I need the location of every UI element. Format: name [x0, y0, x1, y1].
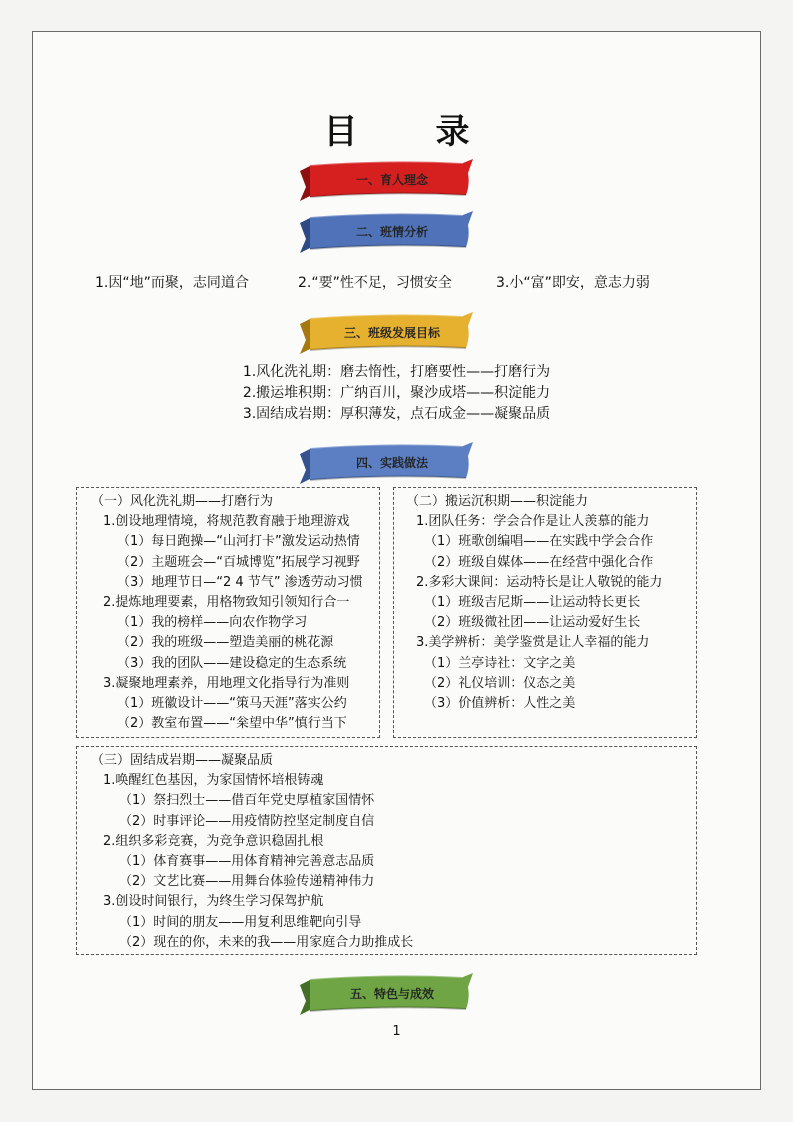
banner-label: 三、班级发展目标	[343, 325, 440, 340]
list-item[interactable]: （1）班级吉尼斯——让运动特长更长	[424, 595, 641, 611]
list-item[interactable]: （1）班歌创编唱——在实践中学会合作	[424, 534, 654, 550]
list-item[interactable]: （2）我的班级——塑造美丽的桃花源	[117, 635, 334, 651]
banner-class-analysis[interactable]	[298, 209, 478, 253]
banner-practice[interactable]	[298, 440, 478, 484]
list-item[interactable]: （1）祭扫烈士——借百年党史厚植家国情怀	[119, 793, 375, 809]
banner-development-goals[interactable]	[298, 310, 478, 354]
list-item[interactable]: （2）班级自媒体——在经营中强化合作	[424, 554, 654, 570]
list-item[interactable]: （1）时间的朋友——用复利思维靶向引导	[119, 914, 362, 930]
list-item[interactable]: （3）我的团队——建设稳定的生态系统	[117, 655, 347, 671]
page-number: 1	[392, 1024, 401, 1039]
subsection-heading[interactable]: 2.多彩大课间：运动特长是让人敬锐的能力	[416, 574, 663, 590]
analysis-item[interactable]: 3.小“富”即安，意志力弱	[496, 275, 650, 291]
list-item[interactable]: （3）价值辨析：人性之美	[424, 696, 576, 712]
practice-box-deposition	[393, 487, 697, 738]
subsection-heading[interactable]: 2.提炼地理要素，用格物致知引领知行合一	[103, 595, 350, 611]
subsection-heading[interactable]: 1.唤醒红色基因，为家国情怀培根铸魂	[103, 773, 324, 789]
banner-features-results[interactable]	[298, 971, 478, 1015]
subsection-heading[interactable]: 3.美学辨析：美学鉴赏是让人幸福的能力	[416, 635, 650, 651]
subsection-heading[interactable]: 1.团队任务：学会合作是让人羡慕的能力	[416, 514, 650, 530]
banner-label: 一、育人理念	[355, 172, 428, 187]
practice-box-lithification	[76, 746, 697, 955]
list-item[interactable]: （2）主题班会—“百城博览”拓展学习视野	[117, 554, 360, 570]
list-item[interactable]: （2）教室布置——“枀望中华”慎行当下	[117, 716, 347, 732]
list-item[interactable]: （2）现在的你，未来的我——用家庭合力助推成长	[119, 934, 414, 950]
list-item[interactable]: （1）体育赛事——用体育精神完善意志品质	[119, 854, 375, 870]
banner-philosophy[interactable]	[298, 157, 478, 201]
list-item[interactable]: （3）地理节日—“2 4 节气” 渗透劳动习惯	[117, 574, 363, 590]
analysis-item[interactable]: 2.“要”性不足，习惯安全	[298, 275, 452, 291]
list-item[interactable]: （2）班级微社团——让运动爱好生长	[424, 615, 641, 631]
analysis-item[interactable]: 1.因“地”而聚，志同道合	[95, 275, 249, 291]
list-item[interactable]: （2）文艺比赛——用舞台体验传递精神伟力	[119, 874, 375, 890]
goal-item[interactable]: 3.固结成岩期：厚积薄发，点石成金——凝聚品质	[242, 406, 551, 422]
section-heading[interactable]: （二）搬运沉积期——积淀能力	[406, 494, 589, 509]
goal-item[interactable]: 1.风化洗礼期：磨去惰性，打磨要性——打磨行为	[242, 364, 551, 380]
list-item[interactable]: （1）班徽设计——“策马天涯”落实公约	[117, 696, 347, 712]
section-heading[interactable]: （一）风化洗礼期——打磨行为	[91, 494, 274, 509]
list-item[interactable]: （1）我的榜样——向农作物学习	[117, 615, 308, 631]
banner-label: 二、班情分析	[355, 224, 428, 239]
page-title: 目 录	[323, 112, 492, 152]
subsection-heading[interactable]: 1.创设地理情境，将规范教育融于地理游戏	[103, 514, 350, 530]
banner-label: 四、实践做法	[355, 455, 428, 470]
goals-list	[0, 362, 793, 425]
banner-label: 五、特色与成效	[349, 986, 434, 1001]
practice-box-weathering	[76, 487, 380, 738]
subsection-heading[interactable]: 3.凝聚地理素养，用地理文化指导行为准则	[103, 675, 350, 691]
list-item[interactable]: （2）礼仪培训：仪态之美	[424, 675, 576, 691]
subsection-heading[interactable]: 2.组织多彩竞赛，为竞争意识稳固扎根	[103, 833, 324, 849]
section-heading[interactable]: （三）固结成岩期——凝聚品质	[91, 753, 274, 768]
goal-item[interactable]: 2.搬运堆积期：广纳百川，聚沙成塔——积淀能力	[242, 385, 551, 401]
list-item[interactable]: （1）每日跑操—“山河打卡”激发运动热情	[117, 534, 360, 550]
list-item[interactable]: （1）兰亭诗社：文字之美	[424, 655, 576, 671]
list-item[interactable]: （2）时事评论——用疫情防控坚定制度自信	[119, 813, 375, 829]
subsection-heading[interactable]: 3.创设时间银行，为终生学习保驾护航	[103, 894, 324, 910]
